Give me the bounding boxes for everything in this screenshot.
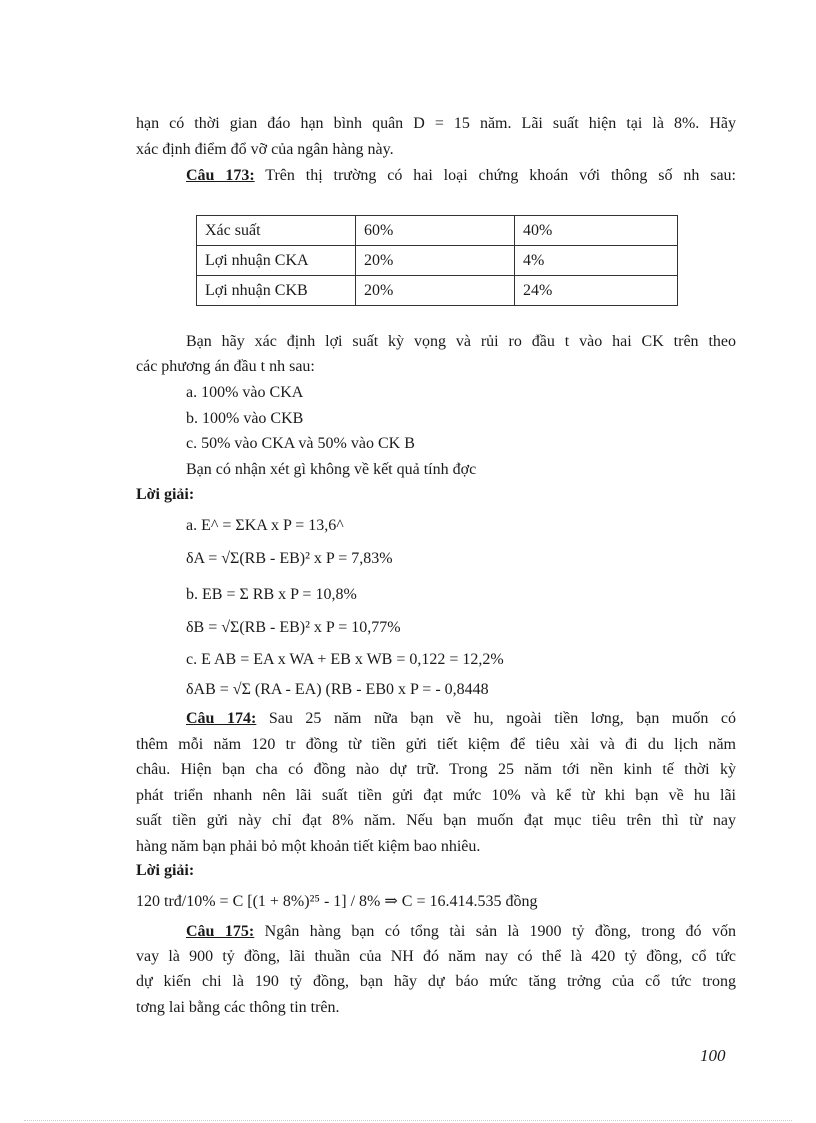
table-row (197, 276, 678, 306)
question-175-line-2: vay là 900 tỷ đồng, lãi thuần của NH đó năm nay có thể là 420 tỷ đồng, cổ tức (136, 948, 736, 965)
footer-divider (24, 1120, 792, 1121)
intro-line-1: hạn có thời gian đáo hạn bình quân D = 15 năm. Lãi suất hiện tại là 8%. Hãy (136, 115, 736, 132)
question-175-heading (186, 921, 736, 943)
table-cell: 60% (356, 216, 515, 246)
question-174-answer: 120 trđ/10% = C [(1 + 8%)²⁵ - 1] / 8% ⇒ C = 16.414.535 đồng (136, 893, 538, 910)
question-174-line-4: phát triển nhanh nên lãi suất tiền gửi đạt mức 10% và kể từ khi bạn về hu lãi (136, 787, 736, 804)
page-number: 100 (700, 1046, 726, 1065)
formula-expected-a: a. E^ = ΣKA x P = 13,6^ (186, 517, 344, 534)
table-cell: 24% (515, 276, 678, 306)
formula-expected-ab: c. E AB = EA x WA + EB x WB = 0,122 = 12,2% (186, 651, 504, 668)
question-174-label: Câu 174: (186, 710, 257, 727)
option-b: b. 100% vào CKB (186, 410, 304, 427)
question-175-line-3: dự kiến chi là 190 tỷ đồng, bạn hãy dự báo mức tăng trởng của cổ tức trong (136, 973, 736, 990)
option-c: c. 50% vào CKA và 50% vào CK B (186, 435, 415, 452)
option-a: a. 100% vào CKA (186, 384, 304, 401)
question-175-line-1: Ngân hàng bạn có tổng tài sản là 1900 tỷ đồng, trong đó vốn (254, 923, 736, 940)
question-173-heading (186, 165, 736, 187)
formula-risk-b: δB = √Σ(RB - EB)² x P = 10,77% (186, 619, 401, 636)
question-175-label: Câu 175: (186, 923, 255, 940)
table-cell: Lợi nhuận CKA (197, 246, 356, 276)
formula-risk-a: δA = √Σ(RB - EB)² x P = 7,83% (186, 550, 393, 567)
question-173-para-2: các phương án đầu t nh sau: (136, 358, 315, 375)
table-row (197, 246, 678, 276)
probability-table (196, 215, 678, 306)
table-cell: 4% (515, 246, 678, 276)
table-cell: Lợi nhuận CKB (197, 276, 356, 306)
table-cell: 20% (356, 246, 515, 276)
solution-label-173: Lời giải: (136, 486, 195, 503)
question-174-line-6: hàng năm bạn phải bỏ một khoản tiết kiệm bao nhiêu. (136, 838, 481, 855)
question-173-label: Câu 173: (186, 167, 255, 184)
formula-covariance-ab: δAB = √Σ (RA - EA) (RB - EB0 x P = - 0,8448 (186, 681, 489, 698)
intro-line-2: xác định điểm đổ vỡ của ngân hàng này. (136, 141, 394, 158)
question-174-heading (186, 708, 736, 730)
question-174-line-1: Sau 25 năm nữa bạn về hu, ngoài tiền lơng, bạn muốn có (256, 710, 736, 727)
formula-expected-b: b. EB = Σ RB x P = 10,8% (186, 586, 357, 603)
question-174-line-3: châu. Hiện bạn cha có đồng nào dự trữ. Trong 25 năm tới nền kinh tế thời kỳ (136, 761, 736, 778)
question-173-remark: Bạn có nhận xét gì không về kết quả tính đợc (186, 461, 477, 478)
question-175-line-4: tơng lai bằng các thông tin trên. (136, 999, 340, 1016)
table-cell: 20% (356, 276, 515, 306)
table-cell: Xác suất (197, 216, 356, 246)
question-174-line-2: thêm mỗi năm 120 tr đồng từ tiền gửi tiết kiệm để tiêu xài và đi du lịch năm (136, 736, 736, 753)
question-173-para-1: Bạn hãy xác định lợi suất kỳ vọng và rủi ro đầu t vào hai CK trên theo (186, 333, 736, 350)
table-row (197, 216, 678, 246)
question-174-line-5: suất tiền gửi này chỉ đạt 8% năm. Nếu bạn muốn đạt mục tiêu trên thì từ nay (136, 812, 736, 829)
question-173-text: Trên thị trường có hai loại chứng khoán với thông số nh sau: (254, 167, 737, 184)
table-cell: 40% (515, 216, 678, 246)
solution-label-174: Lời giải: (136, 862, 195, 879)
